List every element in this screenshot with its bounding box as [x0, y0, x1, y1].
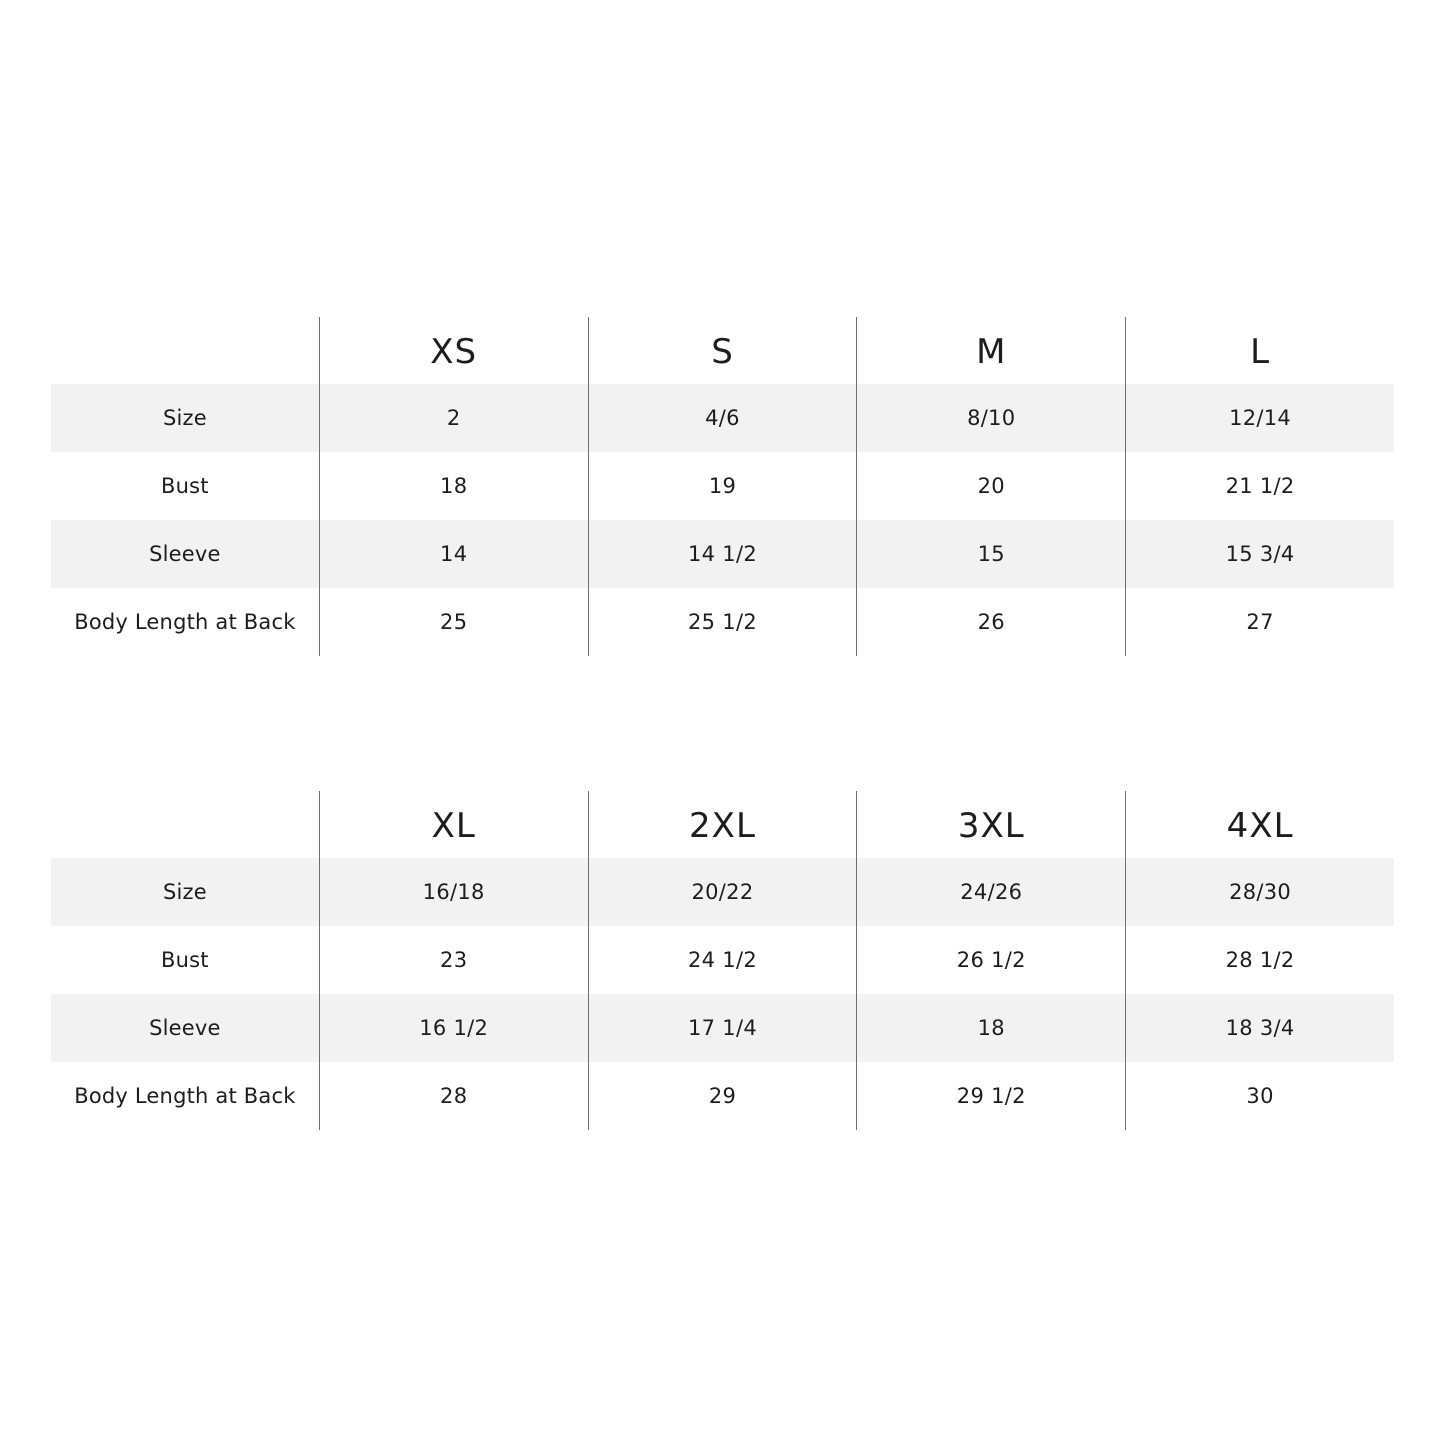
table-row [51, 1062, 1394, 1130]
table-cell: 18 3/4 [1125, 994, 1394, 1062]
table-cell: 16 1/2 [319, 994, 588, 1062]
table-cell: 21 1/2 [1125, 452, 1394, 520]
table-cell: 20/22 [588, 858, 857, 926]
table-row [51, 858, 1394, 926]
table-row [51, 588, 1394, 656]
size-header: L [1125, 317, 1394, 384]
table-cell: 27 [1125, 588, 1394, 656]
table-cell: 8/10 [856, 384, 1125, 452]
table-cell: 24/26 [856, 858, 1125, 926]
row-label: Sleeve [149, 1016, 221, 1040]
table-cell: 14 1/2 [588, 520, 857, 588]
table-row [51, 452, 1394, 520]
table-cell: 19 [588, 452, 857, 520]
table-cell: 18 [319, 452, 588, 520]
table-cell: 29 [588, 1062, 857, 1130]
table-cell: 15 3/4 [1125, 520, 1394, 588]
size-header: M [856, 317, 1125, 384]
table-row [51, 520, 1394, 588]
size-header: S [588, 317, 857, 384]
table-cell: 16/18 [319, 858, 588, 926]
table-row [51, 994, 1394, 1062]
size-chart-table-2 [51, 791, 1394, 1130]
row-label: Bust [161, 948, 209, 972]
table-cell: 25 1/2 [588, 588, 857, 656]
table-row [51, 926, 1394, 994]
table-cell: 28/30 [1125, 858, 1394, 926]
table-cell: 25 [319, 588, 588, 656]
row-label: Bust [161, 474, 209, 498]
row-label: Body Length at Back [74, 610, 296, 634]
row-label: Sleeve [149, 542, 221, 566]
table-cell: 14 [319, 520, 588, 588]
table-cell: 20 [856, 452, 1125, 520]
size-chart-table-1 [51, 317, 1394, 656]
table-cell: 17 1/4 [588, 994, 857, 1062]
table-cell: 26 1/2 [856, 926, 1125, 994]
row-label: Size [162, 880, 207, 904]
table-cell: 2 [319, 384, 588, 452]
table-cell: 15 [856, 520, 1125, 588]
table-cell: 26 [856, 588, 1125, 656]
header-corner-cell [51, 791, 319, 858]
size-header: XS [319, 317, 588, 384]
table-cell: 12/14 [1125, 384, 1394, 452]
table-cell: 18 [856, 994, 1125, 1062]
size-header: 4XL [1125, 791, 1394, 858]
table-cell: 4/6 [588, 384, 857, 452]
table-cell: 30 [1125, 1062, 1394, 1130]
row-label: Size [162, 406, 207, 430]
header-corner-cell [51, 317, 319, 384]
row-label: Body Length at Back [74, 1084, 296, 1108]
table-cell: 24 1/2 [588, 926, 857, 994]
size-header: 2XL [588, 791, 857, 858]
size-header: XL [319, 791, 588, 858]
table-cell: 29 1/2 [856, 1062, 1125, 1130]
table-cell: 23 [319, 926, 588, 994]
table-header-row [51, 791, 1394, 858]
table-cell: 28 1/2 [1125, 926, 1394, 994]
size-header: 3XL [856, 791, 1125, 858]
table-cell: 28 [319, 1062, 588, 1130]
table-header-row [51, 317, 1394, 384]
table-row [51, 384, 1394, 452]
